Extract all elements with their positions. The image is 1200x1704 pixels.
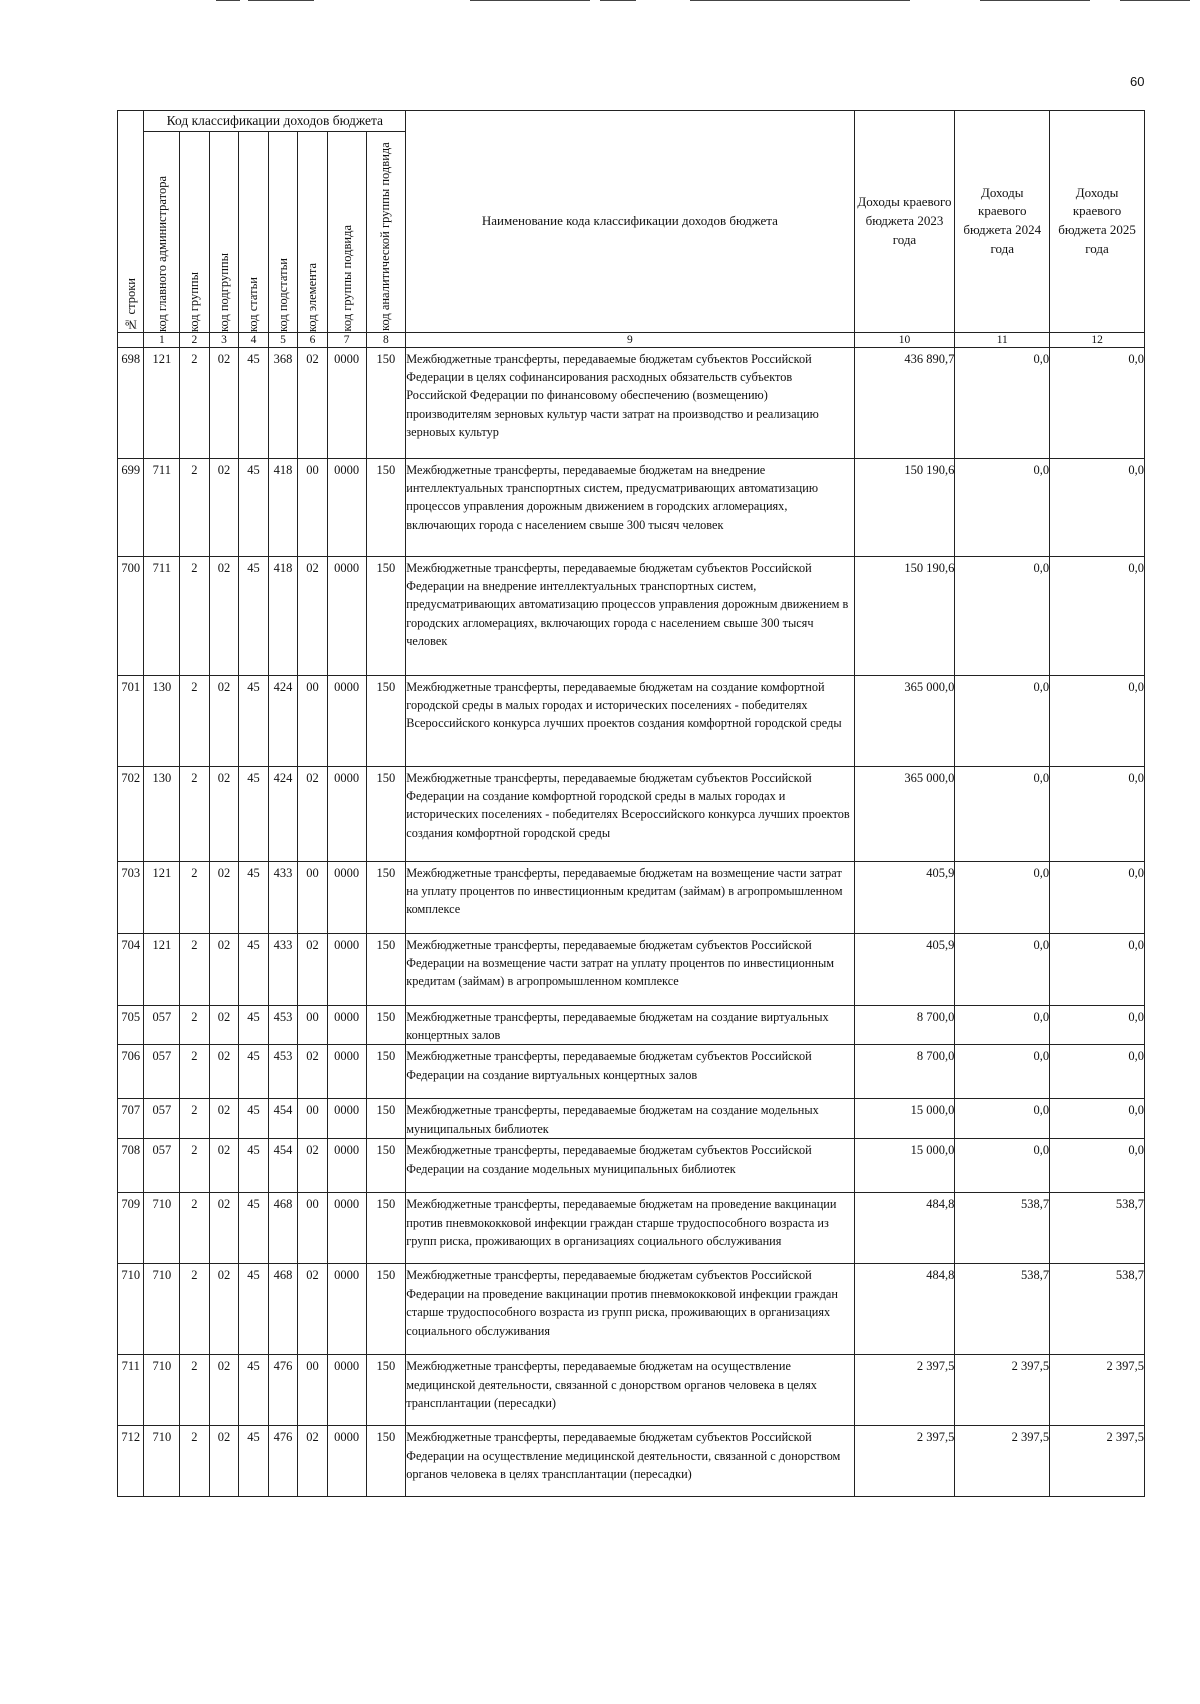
subtype-group-code-cell: 0000 bbox=[327, 766, 366, 861]
table-row bbox=[118, 1045, 1145, 1099]
income-2024-cell: 0,0 bbox=[955, 675, 1050, 766]
income-2025-cell: 0,0 bbox=[1050, 766, 1145, 861]
subgroup-code-cell: 02 bbox=[209, 766, 239, 861]
article-code-cell: 45 bbox=[239, 1045, 269, 1099]
code-name-cell: Межбюджетные трансферты, передаваемые бюджетам на проведение вакцинации против пневмококковой инфекции граждан старше трудоспособного возраста из групп риска, проживающих в организациях социального обслуживания bbox=[406, 1193, 854, 1264]
income-2023-cell: 484,8 bbox=[854, 1264, 955, 1355]
element-code-cell: 00 bbox=[298, 1193, 328, 1264]
income-2023-cell: 150 190,6 bbox=[854, 556, 955, 675]
subarticle-code-cell: 454 bbox=[268, 1099, 298, 1139]
income-2024-cell: 538,7 bbox=[955, 1264, 1050, 1355]
scan-top-edge-lines bbox=[0, 0, 1200, 4]
row-number: 711 bbox=[118, 1355, 144, 1426]
code-name-cell: Межбюджетные трансферты, передаваемые бюджетам субъектов Российской Федерации в целях софинансирования расходных обязательств субъектов Российской Федерации по финансовому обеспечению (возмещению) производителям зерновых культур части затрат на производство и реализацию зерновых культур bbox=[406, 347, 854, 458]
subgroup-code-cell: 02 bbox=[209, 675, 239, 766]
subgroup-code-cell: 02 bbox=[209, 1099, 239, 1139]
element-code-cell: 00 bbox=[298, 1099, 328, 1139]
analytic-group-code-cell: 150 bbox=[366, 675, 406, 766]
income-2023-cell: 2 397,5 bbox=[854, 1355, 955, 1426]
subarticle-code-cell: 433 bbox=[268, 933, 298, 1005]
column-number: 5 bbox=[268, 332, 298, 347]
admin-code-cell: 057 bbox=[144, 1139, 180, 1193]
analytic-group-code-cell: 150 bbox=[366, 1193, 406, 1264]
code-name-header: Наименование кода классификации доходов бюджета bbox=[406, 111, 854, 333]
column-number bbox=[118, 332, 144, 347]
subgroup-code-cell: 02 bbox=[209, 1355, 239, 1426]
income-2025-cell: 0,0 bbox=[1050, 861, 1145, 933]
article-code-cell: 45 bbox=[239, 861, 269, 933]
income-2025-cell: 0,0 bbox=[1050, 458, 1145, 556]
element-code-cell: 00 bbox=[298, 1005, 328, 1045]
subarticle-code-cell: 454 bbox=[268, 1139, 298, 1193]
table-row bbox=[118, 1005, 1145, 1045]
admin-code-cell: 130 bbox=[144, 675, 180, 766]
group-code-cell: 2 bbox=[180, 1193, 210, 1264]
subarticle-code-cell: 453 bbox=[268, 1045, 298, 1099]
income-2024-cell: 2 397,5 bbox=[955, 1355, 1050, 1426]
article-code-cell: 45 bbox=[239, 1005, 269, 1045]
article-code-cell: 45 bbox=[239, 933, 269, 1005]
subarticle-code-cell: 468 bbox=[268, 1193, 298, 1264]
income-2024-cell: 0,0 bbox=[955, 458, 1050, 556]
code-name-cell: Межбюджетные трансферты, передаваемые бюджетам на создание комфортной городской среды в малых городах и исторических поселениях - победителях Всероссийского конкурса лучших проектов создания комфортной городской среды bbox=[406, 675, 854, 766]
income-2023-cell: 8 700,0 bbox=[854, 1045, 955, 1099]
article-code-cell: 45 bbox=[239, 1139, 269, 1193]
row-number: 709 bbox=[118, 1193, 144, 1264]
row-number: 698 bbox=[118, 347, 144, 458]
table-row bbox=[118, 458, 1145, 556]
column-number: 4 bbox=[239, 332, 269, 347]
subtype-group-code-cell: 0000 bbox=[327, 675, 366, 766]
group-code-cell: 2 bbox=[180, 1426, 210, 1497]
admin-code-cell: 121 bbox=[144, 347, 180, 458]
subarticle-code-cell: 368 bbox=[268, 347, 298, 458]
element-code-cell: 02 bbox=[298, 933, 328, 1005]
income-2023-cell: 15 000,0 bbox=[854, 1099, 955, 1139]
row-number: 702 bbox=[118, 766, 144, 861]
subtype-group-code-cell: 0000 bbox=[327, 1005, 366, 1045]
group-code-cell: 2 bbox=[180, 933, 210, 1005]
admin-code-cell: 057 bbox=[144, 1005, 180, 1045]
analytic-group-code-cell: 150 bbox=[366, 1264, 406, 1355]
element-code-cell: 02 bbox=[298, 766, 328, 861]
admin-code-cell: 710 bbox=[144, 1355, 180, 1426]
subgroup-code-cell: 02 bbox=[209, 1264, 239, 1355]
subtype-group-code-cell: 0000 bbox=[327, 1264, 366, 1355]
element-code-cell: 00 bbox=[298, 458, 328, 556]
subtype-group-code-cell: 0000 bbox=[327, 458, 366, 556]
article-code-cell: 45 bbox=[239, 675, 269, 766]
subarticle-code-cell: 476 bbox=[268, 1355, 298, 1426]
page-number: 60 bbox=[1130, 74, 1145, 89]
row-number: 705 bbox=[118, 1005, 144, 1045]
article-code-header: код статьи bbox=[239, 131, 269, 332]
income-2024-cell: 0,0 bbox=[955, 556, 1050, 675]
row-number: 712 bbox=[118, 1426, 144, 1497]
code-name-cell: Межбюджетные трансферты, передаваемые бюджетам на создание виртуальных концертных залов bbox=[406, 1005, 854, 1045]
subtype-group-code-cell: 0000 bbox=[327, 861, 366, 933]
income-2025-cell: 538,7 bbox=[1050, 1193, 1145, 1264]
row-number: 699 bbox=[118, 458, 144, 556]
article-code-cell: 45 bbox=[239, 1193, 269, 1264]
table-row bbox=[118, 347, 1145, 458]
admin-code-cell: 711 bbox=[144, 556, 180, 675]
column-number: 2 bbox=[180, 332, 210, 347]
row-number: 701 bbox=[118, 675, 144, 766]
element-code-cell: 02 bbox=[298, 347, 328, 458]
group-code-cell: 2 bbox=[180, 1139, 210, 1193]
code-name-cell: Межбюджетные трансферты, передаваемые бюджетам субъектов Российской Федерации на проведение вакцинации против пневмококковой инфекции граждан старше трудоспособного возраста из групп риска, проживающих в организациях социального обслуживания bbox=[406, 1264, 854, 1355]
subtype-group-code-cell: 0000 bbox=[327, 556, 366, 675]
admin-code-cell: 711 bbox=[144, 458, 180, 556]
income-2024-cell: 2 397,5 bbox=[955, 1426, 1050, 1497]
code-name-cell: Межбюджетные трансферты, передаваемые бюджетам субъектов Российской Федерации на создание комфортной городской среды в малых городах и исторических поселениях - победителях Всероссийского конкурса лучших проектов создания комфортной городской среды bbox=[406, 766, 854, 861]
budget-income-table bbox=[117, 110, 1145, 1497]
subarticle-code-cell: 476 bbox=[268, 1426, 298, 1497]
row-number: 700 bbox=[118, 556, 144, 675]
row-number: 710 bbox=[118, 1264, 144, 1355]
analytic-group-code-cell: 150 bbox=[366, 861, 406, 933]
element-code-cell: 02 bbox=[298, 1139, 328, 1193]
income-2025-cell: 0,0 bbox=[1050, 1045, 1145, 1099]
income-2024-cell: 538,7 bbox=[955, 1193, 1050, 1264]
code-name-cell: Межбюджетные трансферты, передаваемые бюджетам субъектов Российской Федерации на внедрение интеллектуальных транспортных систем, предусматривающих автоматизацию процессов управления дорожным движением в городских агломерациях, включающих города с населением свыше 300 тысяч человек bbox=[406, 556, 854, 675]
group-code-header: код группы bbox=[180, 131, 210, 332]
column-number: 12 bbox=[1050, 332, 1145, 347]
table-row bbox=[118, 1355, 1145, 1426]
row-number-header: № строки bbox=[118, 111, 144, 333]
income-2023-cell: 8 700,0 bbox=[854, 1005, 955, 1045]
element-code-cell: 02 bbox=[298, 1264, 328, 1355]
column-number: 3 bbox=[209, 332, 239, 347]
income-2023-cell: 436 890,7 bbox=[854, 347, 955, 458]
code-name-cell: Межбюджетные трансферты, передаваемые бюджетам субъектов Российской Федерации на возмещение части затрат на уплату процентов по инвестиционным кредитам (займам) в агропромышленном комплексе bbox=[406, 933, 854, 1005]
admin-code-cell: 121 bbox=[144, 933, 180, 1005]
income-2023-cell: 405,9 bbox=[854, 933, 955, 1005]
income-2024-cell: 0,0 bbox=[955, 1099, 1050, 1139]
subgroup-code-cell: 02 bbox=[209, 933, 239, 1005]
code-name-cell: Межбюджетные трансферты, передаваемые бюджетам на создание модельных муниципальных библиотек bbox=[406, 1099, 854, 1139]
code-name-cell: Межбюджетные трансферты, передаваемые бюджетам субъектов Российской Федерации на осуществление медицинской деятельности, связанной с донорством органов человека в целях трансплантации (пересадки) bbox=[406, 1426, 854, 1497]
column-number: 6 bbox=[298, 332, 328, 347]
subtype-group-code-cell: 0000 bbox=[327, 347, 366, 458]
column-number: 7 bbox=[327, 332, 366, 347]
group-code-cell: 2 bbox=[180, 675, 210, 766]
group-code-cell: 2 bbox=[180, 1355, 210, 1426]
group-code-cell: 2 bbox=[180, 1045, 210, 1099]
analytic-group-code-cell: 150 bbox=[366, 1045, 406, 1099]
analytic-group-code-cell: 150 bbox=[366, 347, 406, 458]
element-code-cell: 02 bbox=[298, 1426, 328, 1497]
article-code-cell: 45 bbox=[239, 766, 269, 861]
article-code-cell: 45 bbox=[239, 347, 269, 458]
admin-code-header: код главного администратора bbox=[144, 131, 180, 332]
income-2025-cell: 538,7 bbox=[1050, 1264, 1145, 1355]
subarticle-code-cell: 453 bbox=[268, 1005, 298, 1045]
income-2023-cell: 365 000,0 bbox=[854, 675, 955, 766]
table-row bbox=[118, 1264, 1145, 1355]
element-code-cell: 02 bbox=[298, 556, 328, 675]
column-number: 11 bbox=[955, 332, 1050, 347]
row-number: 707 bbox=[118, 1099, 144, 1139]
column-number: 8 bbox=[366, 332, 406, 347]
admin-code-cell: 130 bbox=[144, 766, 180, 861]
income-2024-cell: 0,0 bbox=[955, 347, 1050, 458]
article-code-cell: 45 bbox=[239, 1264, 269, 1355]
subtype-group-code-cell: 0000 bbox=[327, 1193, 366, 1264]
subarticle-code-cell: 433 bbox=[268, 861, 298, 933]
code-name-cell: Межбюджетные трансферты, передаваемые бюджетам на возмещение части затрат на уплату процентов по инвестиционным кредитам (займам) в агропромышленном комплексе bbox=[406, 861, 854, 933]
admin-code-cell: 057 bbox=[144, 1045, 180, 1099]
code-name-cell: Межбюджетные трансферты, передаваемые бюджетам на осуществление медицинской деятельности, связанной с донорством органов человека в целях трансплантации (пересадки) bbox=[406, 1355, 854, 1426]
income-2025-cell: 0,0 bbox=[1050, 1139, 1145, 1193]
income-2024-cell: 0,0 bbox=[955, 1139, 1050, 1193]
table-row bbox=[118, 1139, 1145, 1193]
subgroup-code-cell: 02 bbox=[209, 1139, 239, 1193]
admin-code-cell: 121 bbox=[144, 861, 180, 933]
article-code-cell: 45 bbox=[239, 556, 269, 675]
income-2025-cell: 0,0 bbox=[1050, 1099, 1145, 1139]
row-number: 708 bbox=[118, 1139, 144, 1193]
income-2023-cell: 15 000,0 bbox=[854, 1139, 955, 1193]
subgroup-code-cell: 02 bbox=[209, 556, 239, 675]
analytic-group-code-cell: 150 bbox=[366, 1005, 406, 1045]
income-2025-cell: 2 397,5 bbox=[1050, 1426, 1145, 1497]
table-row bbox=[118, 1193, 1145, 1264]
subgroup-code-cell: 02 bbox=[209, 458, 239, 556]
code-name-cell: Межбюджетные трансферты, передаваемые бюджетам субъектов Российской Федерации на создание модельных муниципальных библиотек bbox=[406, 1139, 854, 1193]
income-2025-header: Доходы краевого бюджета 2025 года bbox=[1050, 111, 1145, 333]
admin-code-cell: 057 bbox=[144, 1099, 180, 1139]
income-2025-cell: 0,0 bbox=[1050, 556, 1145, 675]
admin-code-cell: 710 bbox=[144, 1426, 180, 1497]
income-2025-cell: 0,0 bbox=[1050, 675, 1145, 766]
element-code-cell: 00 bbox=[298, 675, 328, 766]
income-2023-cell: 484,8 bbox=[854, 1193, 955, 1264]
group-code-cell: 2 bbox=[180, 458, 210, 556]
admin-code-cell: 710 bbox=[144, 1264, 180, 1355]
group-code-cell: 2 bbox=[180, 556, 210, 675]
row-number: 704 bbox=[118, 933, 144, 1005]
subtype-group-code-cell: 0000 bbox=[327, 1426, 366, 1497]
element-code-header: код элемента bbox=[298, 131, 328, 332]
income-2024-cell: 0,0 bbox=[955, 861, 1050, 933]
subarticle-code-cell: 424 bbox=[268, 675, 298, 766]
income-2025-cell: 2 397,5 bbox=[1050, 1355, 1145, 1426]
subgroup-code-cell: 02 bbox=[209, 1045, 239, 1099]
income-2025-cell: 0,0 bbox=[1050, 347, 1145, 458]
table-row bbox=[118, 861, 1145, 933]
analytic-group-code-cell: 150 bbox=[366, 556, 406, 675]
column-number: 10 bbox=[854, 332, 955, 347]
subgroup-code-cell: 02 bbox=[209, 1005, 239, 1045]
income-2024-header: Доходы краевого бюджета 2024 года bbox=[955, 111, 1050, 333]
group-code-cell: 2 bbox=[180, 347, 210, 458]
subtype-group-code-cell: 0000 bbox=[327, 1045, 366, 1099]
code-name-cell: Межбюджетные трансферты, передаваемые бюджетам на внедрение интеллектуальных транспортных систем, предусматривающих автоматизацию процессов управления дорожным движением в городских агломерациях, включающих города с населением свыше 300 тысяч человек bbox=[406, 458, 854, 556]
table-row bbox=[118, 675, 1145, 766]
table-row bbox=[118, 933, 1145, 1005]
income-2023-cell: 365 000,0 bbox=[854, 766, 955, 861]
table-header bbox=[118, 111, 1145, 348]
income-2024-cell: 0,0 bbox=[955, 1045, 1050, 1099]
subtype-group-code-header: код группы подвида bbox=[327, 131, 366, 332]
subtype-group-code-cell: 0000 bbox=[327, 933, 366, 1005]
income-2023-cell: 405,9 bbox=[854, 861, 955, 933]
column-number: 9 bbox=[406, 332, 854, 347]
subgroup-code-cell: 02 bbox=[209, 861, 239, 933]
subtype-group-code-cell: 0000 bbox=[327, 1355, 366, 1426]
article-code-cell: 45 bbox=[239, 1099, 269, 1139]
article-code-cell: 45 bbox=[239, 1355, 269, 1426]
table-body bbox=[118, 347, 1145, 1497]
subgroup-code-cell: 02 bbox=[209, 1426, 239, 1497]
admin-code-cell: 710 bbox=[144, 1193, 180, 1264]
subarticle-code-cell: 418 bbox=[268, 556, 298, 675]
article-code-cell: 45 bbox=[239, 1426, 269, 1497]
table-row bbox=[118, 1099, 1145, 1139]
analytic-group-code-cell: 150 bbox=[366, 458, 406, 556]
income-2025-cell: 0,0 bbox=[1050, 933, 1145, 1005]
income-2023-header: Доходы краевого бюджета 2023 года bbox=[854, 111, 955, 333]
code-name-cell: Межбюджетные трансферты, передаваемые бюджетам субъектов Российской Федерации на создание виртуальных концертных залов bbox=[406, 1045, 854, 1099]
subarticle-code-cell: 468 bbox=[268, 1264, 298, 1355]
column-number: 1 bbox=[144, 332, 180, 347]
article-code-cell: 45 bbox=[239, 458, 269, 556]
group-code-cell: 2 bbox=[180, 766, 210, 861]
group-code-cell: 2 bbox=[180, 861, 210, 933]
analytic-group-code-cell: 150 bbox=[366, 933, 406, 1005]
income-2024-cell: 0,0 bbox=[955, 933, 1050, 1005]
element-code-cell: 00 bbox=[298, 861, 328, 933]
element-code-cell: 02 bbox=[298, 1045, 328, 1099]
group-code-cell: 2 bbox=[180, 1099, 210, 1139]
group-code-cell: 2 bbox=[180, 1264, 210, 1355]
analytic-group-code-cell: 150 bbox=[366, 766, 406, 861]
subarticle-code-cell: 418 bbox=[268, 458, 298, 556]
analytic-group-code-cell: 150 bbox=[366, 1099, 406, 1139]
income-2024-cell: 0,0 bbox=[955, 1005, 1050, 1045]
row-number: 703 bbox=[118, 861, 144, 933]
subtype-group-code-cell: 0000 bbox=[327, 1099, 366, 1139]
analytic-group-code-cell: 150 bbox=[366, 1139, 406, 1193]
table-row bbox=[118, 1426, 1145, 1497]
analytic-group-code-cell: 150 bbox=[366, 1426, 406, 1497]
subgroup-code-header: код подгруппы bbox=[209, 131, 239, 332]
subarticle-code-header: код подстатьи bbox=[268, 131, 298, 332]
group-code-cell: 2 bbox=[180, 1005, 210, 1045]
income-2023-cell: 150 190,6 bbox=[854, 458, 955, 556]
row-number: 706 bbox=[118, 1045, 144, 1099]
analytic-group-code-cell: 150 bbox=[366, 1355, 406, 1426]
income-2024-cell: 0,0 bbox=[955, 766, 1050, 861]
classification-code-header: Код классификации доходов бюджета bbox=[144, 111, 406, 132]
analytic-group-code-header: код аналитической группы подвида bbox=[366, 131, 406, 332]
income-2023-cell: 2 397,5 bbox=[854, 1426, 955, 1497]
subtype-group-code-cell: 0000 bbox=[327, 1139, 366, 1193]
subarticle-code-cell: 424 bbox=[268, 766, 298, 861]
table-row bbox=[118, 766, 1145, 861]
income-2025-cell: 0,0 bbox=[1050, 1005, 1145, 1045]
subgroup-code-cell: 02 bbox=[209, 1193, 239, 1264]
subgroup-code-cell: 02 bbox=[209, 347, 239, 458]
column-numbers-row bbox=[118, 332, 1145, 347]
table-row bbox=[118, 556, 1145, 675]
element-code-cell: 00 bbox=[298, 1355, 328, 1426]
